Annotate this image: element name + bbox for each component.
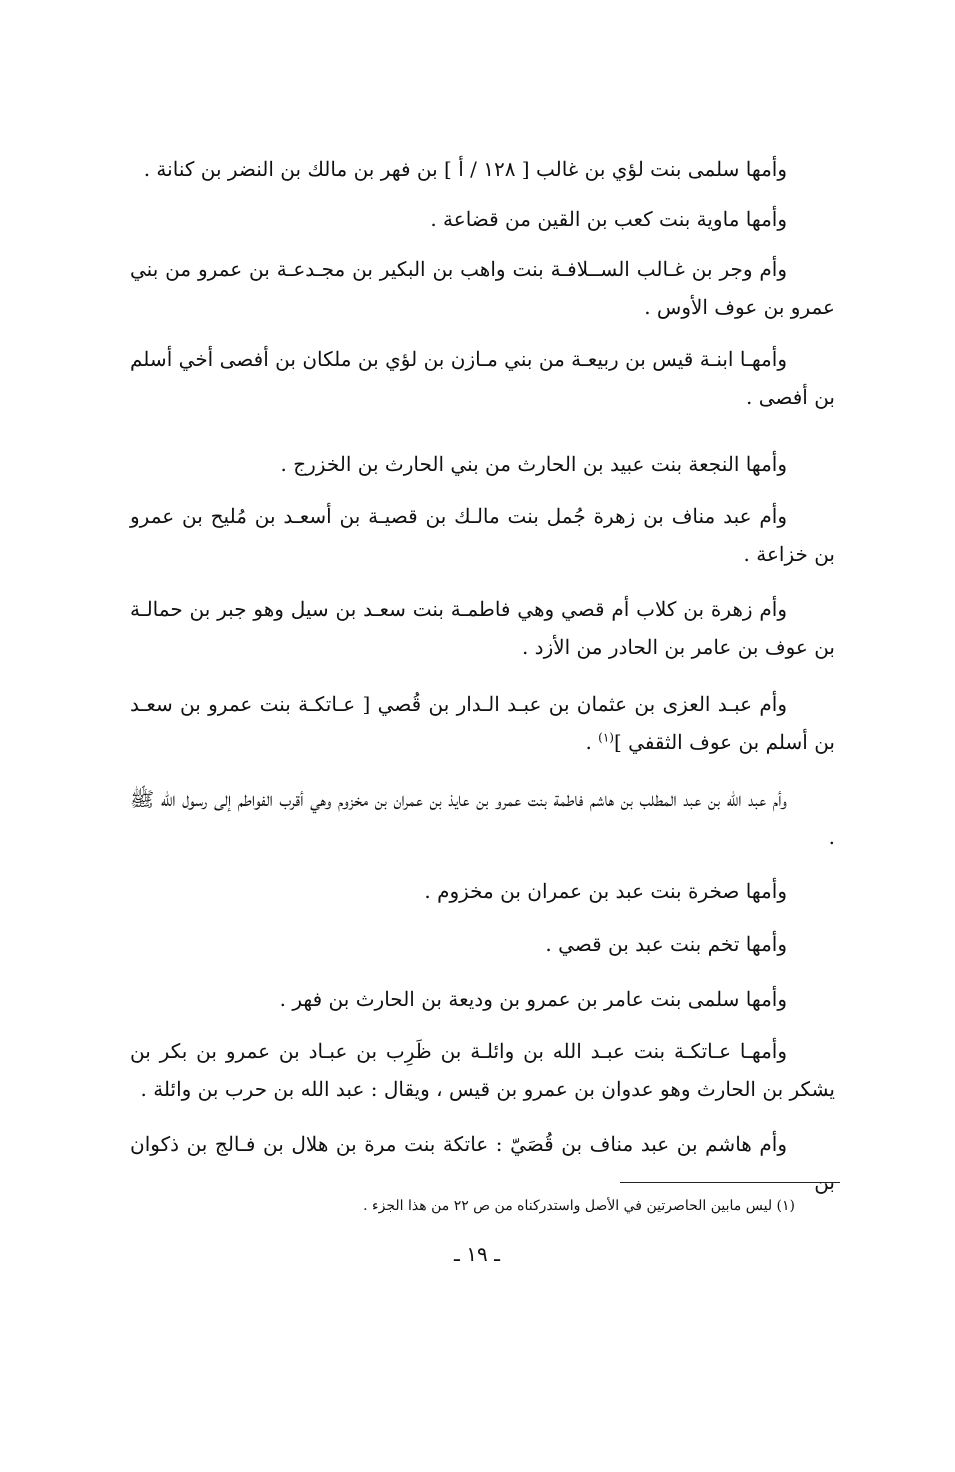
footnote-divider xyxy=(620,1182,840,1183)
paragraph-8-text: وأم عبـد العزى بن عثمان بن عبـد الـدار بن قُصي [ عـاتكـة بنت عمرو بن سعـد بن أسلم بن عوف الثقفي ] xyxy=(130,692,835,754)
paragraph-12: وأمها سلمى بنت عامر بن عمرو بن وديعة بن الحارث بن فهر . xyxy=(279,987,787,1011)
paragraph-3: وأم وجر بن غـالب الســلافـة بنت واهب بن البكير بن مجـدعـة بن عمرو من بني عمرو بن عوف الأوس . xyxy=(130,257,835,319)
paragraph-11: وأمها تخم بنت عبد بن قصي . xyxy=(545,932,787,956)
paragraph-5: وأمها النجعة بنت عبيد بن الحارث من بني الحارث بن الخزرج . xyxy=(280,452,787,476)
paragraph-14: وأم هاشم بن عبد مناف بن قُصَيّ : عاتكة بنت مرة بن هلال بن فـالج بن ذكوان بن xyxy=(130,1132,835,1194)
paragraph-7: وأم زهرة بن كلاب أم قصي وهي فاطمـة بنت سعـد بن سيل وهو جبر بن حمالـة بن عوف بن عامر بن الحادر من الأزد . xyxy=(130,597,835,659)
page-number: ـ ١٩ ـ xyxy=(454,1242,500,1266)
paragraph-10: وأمها صخرة بنت عبد بن عمران بن مخزوم . xyxy=(424,879,787,903)
footnote-reference: (١) xyxy=(598,730,614,745)
paragraph-6: وأم عبد مناف بن زهرة جُمل بنت مالـك بن قصيـة بن أسعـد بن مُليح بن عمرو بن خزاعة . xyxy=(130,504,835,566)
paragraph-1: وأمها سلمى بنت لؤي بن غالب [ ١٢٨ / أ ] بن فهر بن مالك بن النضر بن كنانة . xyxy=(143,157,787,181)
paragraph-9: وأم عبد الله بن عبد المطلب بن هاشم فاطمة بنت عمرو بن عايذ بن عمران بن مخزوم وهي أقرب الفواطم إلى رسول الله ﷺ . xyxy=(130,787,835,849)
paragraph-2: وأمها ماوية بنت كعب بن القين من قضاعة . xyxy=(430,207,787,231)
paragraph-8-tail: . xyxy=(585,730,599,754)
paragraph-4: وأمهـا ابنـة قيس بن ربيعـة من بني مـازن بن لؤي بن ملكان بن أفصى أخي أسلم بن أفصى . xyxy=(130,347,835,409)
footnote: (١) ليس مابين الحاصرتين في الأصل واستدركناه من ص ٢٢ من هذا الجزء . xyxy=(363,1198,795,1214)
paragraph-8 xyxy=(130,685,835,761)
paragraph-13: وأمهـا عـاتكـة بنت عبـد الله بن وائلـة بن ظَرِب بن عبـاد بن عمرو بن بكر بن يشكر بن الحارث وهو عدوان بن عمرو بن قيس ، ويقال : عبد الله بن حرب بن وائلة . xyxy=(130,1039,835,1101)
